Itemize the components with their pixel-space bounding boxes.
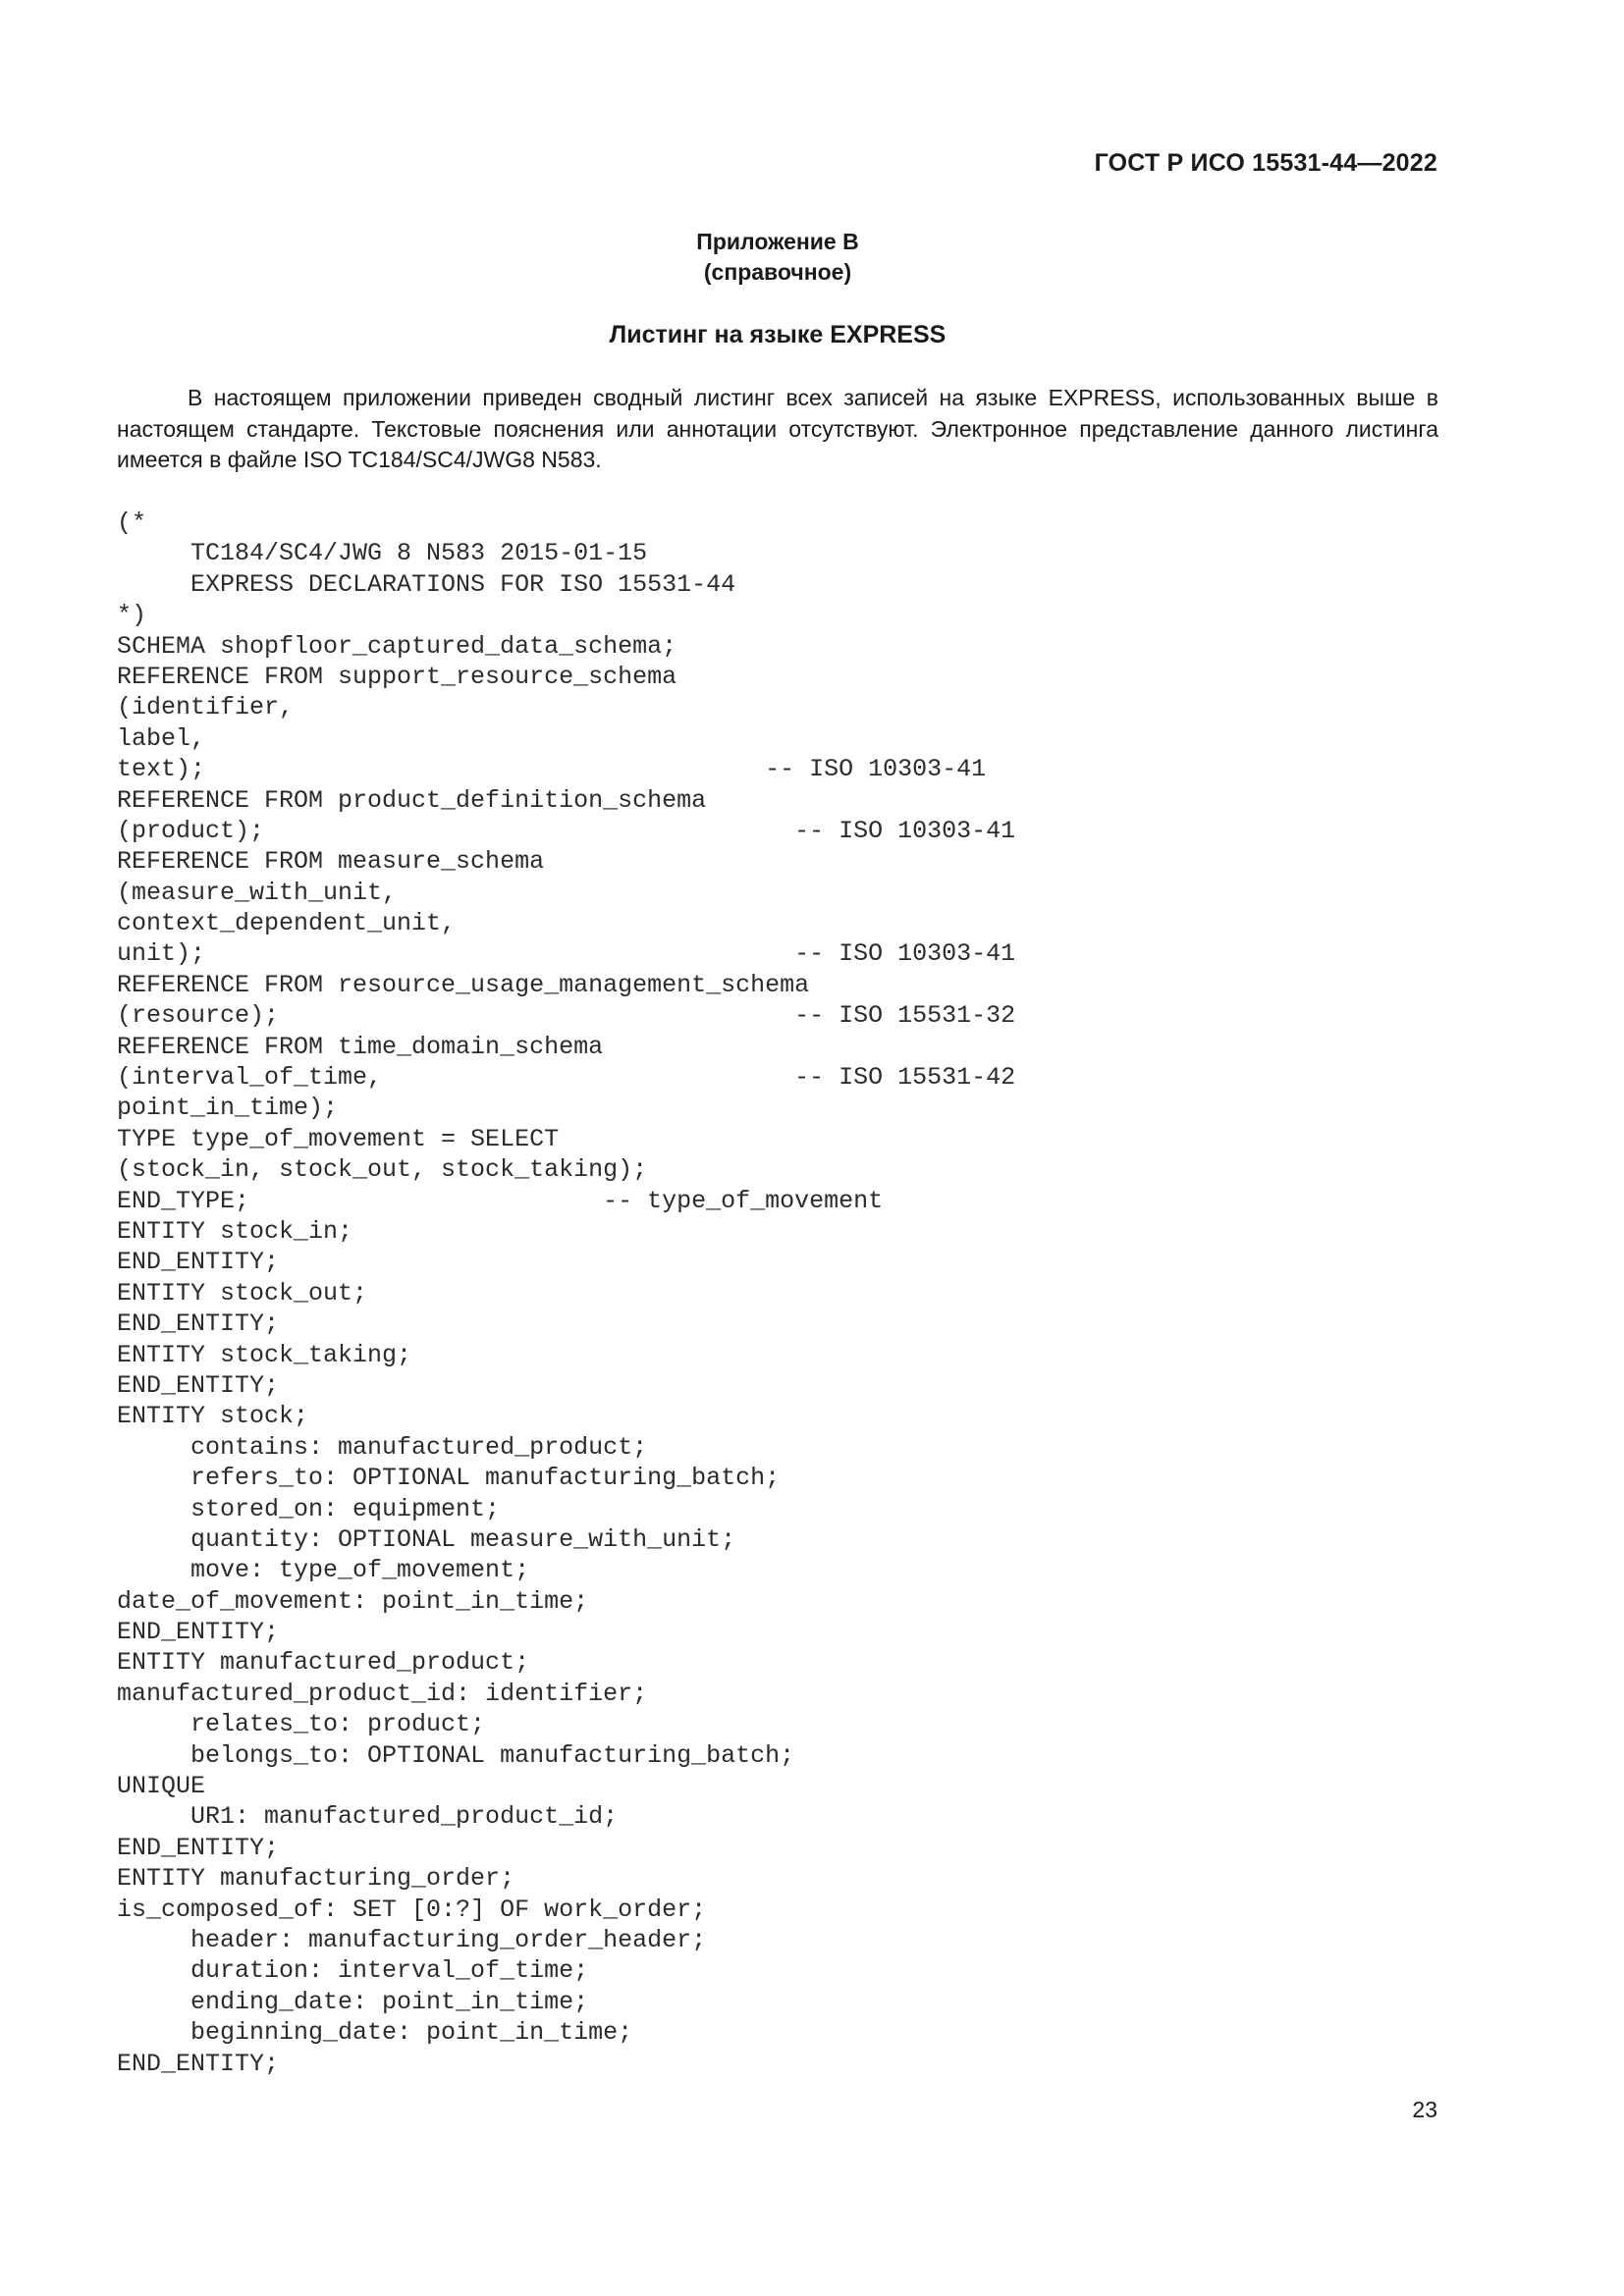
code-line: REFERENCE FROM product_definition_schema — [117, 785, 707, 815]
annex-title: Приложение В — [696, 229, 859, 254]
page-number: 23 — [1412, 2097, 1437, 2122]
code-line: duration: interval_of_time; — [117, 1956, 589, 1986]
code-line: TC184/SC4/JWG 8 N583 2015-01-15 — [117, 539, 648, 568]
code-line: (resource); -- ISO 15531-32 — [117, 1001, 1016, 1031]
code-line: TYPE type_of_movement = SELECT — [117, 1124, 560, 1153]
code-line: unit); -- ISO 10303-41 — [117, 939, 1016, 969]
code-line: (identifier, — [117, 693, 295, 722]
code-line: ENTITY stock_in; — [117, 1216, 353, 1246]
code-line: stored_on: equipment; — [117, 1494, 501, 1523]
code-line: REFERENCE FROM measure_schema — [117, 847, 545, 877]
code-line: END_ENTITY; — [117, 2049, 280, 2078]
code-line: text); -- ISO 10303-41 — [117, 755, 987, 784]
code-line: (* — [117, 508, 147, 537]
code-line: EXPRESS DECLARATIONS FOR ISO 15531-44 — [117, 569, 736, 599]
code-line: END_ENTITY; — [117, 1833, 280, 1862]
code-line: REFERENCE FROM resource_usage_management_schema — [117, 970, 810, 999]
code-line: ENTITY stock_taking; — [117, 1340, 412, 1369]
code-line: END_ENTITY; — [117, 1370, 280, 1400]
code-line: beginning_date: point_in_time; — [117, 2018, 633, 2048]
code-line: ENTITY stock_out; — [117, 1278, 368, 1308]
code-line: is_composed_of: SET [0:?] OF work_order; — [117, 1895, 707, 1924]
code-line: *) — [117, 601, 147, 630]
code-line: date_of_movement: point_in_time; — [117, 1586, 589, 1616]
code-line: refers_to: OPTIONAL manufacturing_batch; — [117, 1464, 781, 1493]
code-line: belongs_to: OPTIONAL manufacturing_batch; — [117, 1740, 795, 1770]
document-standard-id: ГОСТ Р ИСО 15531-44—2022 — [1094, 149, 1437, 177]
code-line: END_TYPE; -- type_of_movement — [117, 1186, 884, 1215]
code-line: ENTITY manufacturing_order; — [117, 1864, 515, 1894]
code-line: END_ENTITY; — [117, 1309, 280, 1339]
code-line: REFERENCE FROM support_resource_schema — [117, 662, 677, 691]
intro-paragraph: В настоящем приложении приведен сводный листинг всех записей на языке EXPRESS, использованных выше в настоящем стандарте. Текстовые пояснения или аннотации отсутствуют. Электронное представление данного листинга имеется в файле ISO TC184/SC4/JWG8 N583. — [117, 385, 1438, 472]
code-line: SCHEMA shopfloor_captured_data_schema; — [117, 631, 677, 661]
code-line: manufactured_product_id: identifier; — [117, 1679, 648, 1708]
code-line: contains: manufactured_product; — [117, 1432, 648, 1462]
code-line: move: type_of_movement; — [117, 1556, 530, 1585]
code-line: ENTITY stock; — [117, 1402, 309, 1431]
code-line: END_ENTITY; — [117, 1618, 280, 1647]
annex-type: (справочное) — [703, 259, 852, 285]
code-line: (product); -- ISO 10303-41 — [117, 816, 1016, 845]
annex-heading: Листинг на языке EXPRESS — [609, 321, 947, 348]
code-line: label, — [117, 723, 206, 753]
code-line: ENTITY manufactured_product; — [117, 1648, 530, 1678]
code-line: END_ENTITY; — [117, 1248, 280, 1277]
code-line: UNIQUE — [117, 1772, 206, 1801]
express-listing — [117, 507, 1015, 2079]
code-line: context_dependent_unit, — [117, 909, 457, 938]
code-line: relates_to: product; — [117, 1710, 486, 1739]
code-line: (interval_of_time, -- ISO 15531-42 — [117, 1063, 1016, 1093]
code-line: quantity: OPTIONAL measure_with_unit; — [117, 1524, 736, 1554]
code-line: (stock_in, stock_out, stock_taking); — [117, 1155, 648, 1185]
code-line: REFERENCE FROM time_domain_schema — [117, 1032, 604, 1061]
code-line: UR1: manufactured_product_id; — [117, 1802, 619, 1832]
code-line: point_in_time); — [117, 1094, 339, 1123]
code-line: (measure_with_unit, — [117, 878, 398, 907]
code-line: header: manufacturing_order_header; — [117, 1925, 707, 1954]
code-line: ending_date: point_in_time; — [117, 1987, 589, 2016]
